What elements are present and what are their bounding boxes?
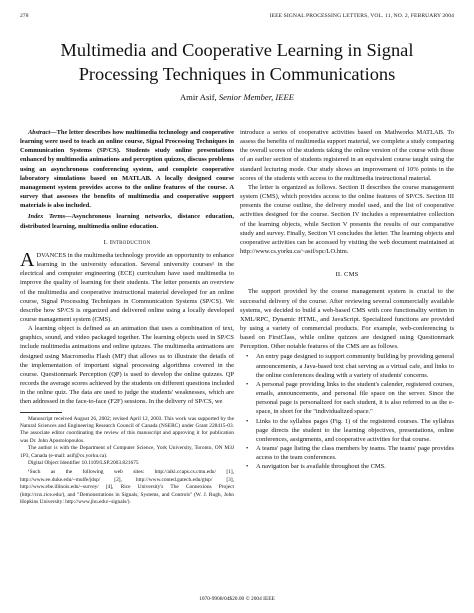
section-2-number: II. <box>335 271 343 279</box>
author-name: Amir Asif, <box>179 92 217 102</box>
paper-title <box>20 38 454 86</box>
intro-paragraph-2: A learning object is defined as an animation that uses a combination of text, graphics, sound, and video packaged together. The learning objects used in SP/CS include multimedia animations and online quizzes. The multimedia animations are designed using Macromedia Flash (MF) that allows us to illustrate the details of the implementation of important signal processing algorithms covered in the course. Questionmark Perception (QP) is used to develop the online quizzes. QP records the average scores achieved by the students on different questions included in the online quiz. The data are used to judge the students' weaknesses, which are then addressed in the face-to-face (F2F) sessions. In the delivery of SP/CS, we <box>20 325 234 406</box>
footnote-manuscript: Manuscript received August 26, 2002; revised April 12, 2003. This work was supported by the Natural Sciences and Engineering Research Council of Canada (NSERC) under Grant 228415-03. The associate editor coordinating the review of this manuscript and approving it for publication was Dr. John Apostolopoulos. <box>20 415 234 444</box>
journal-line: IEEE SIGNAL PROCESSING LETTERS, VOL. 11, NO. 2, FEBRUARY 2004 <box>269 13 454 19</box>
list-item <box>240 444 454 462</box>
list-item-text: Links to the syllabus pages (Fig. 1) of the registered courses. The syllabus page directs the student to the learning objectives, presentations, online conferences, assignments, and cooperative activities for that course. <box>256 417 454 443</box>
section-2-title: CMS <box>343 271 359 279</box>
section-2-heading <box>240 270 454 279</box>
index-terms-text: Asynchronous learning networks, distance education, distributed learning, multimedia online education. <box>20 213 234 230</box>
intro-paragraph-3: introduce a series of cooperative activities based on Mathworks MATLAB. To assess the benefits of multimedia support material, we complete a study comparing the overall scores of the students taking the online version of the course with those of an earlier section of students registered in an equivalent course taught using the standard lecturing mode. Our study shows an improvement of 10% points in the scores of the students with access to the multimedia instructional material. <box>240 129 454 182</box>
section-1-number: I. <box>103 238 108 246</box>
bullet-icon: • <box>246 380 249 388</box>
title-line-2: Processing Techniques in Communications <box>78 64 396 84</box>
abstract <box>20 128 234 210</box>
bullet-icon: • <box>246 417 249 425</box>
bullet-icon: • <box>246 463 249 471</box>
footnote-doi: Digital Object Identifier 10.1109/LSP.2003.821675 <box>28 459 139 466</box>
title-line-1: Multimedia and Cooperative Learning in Signal <box>60 40 414 60</box>
cms-paragraph: The support provided by the course management system is crucial to the successful delivery of the course. After reviewing several commercially available systems, we decided to build a web-based CMS with core functionality written in XML/RPC, Dynamic HTML, and JavaScript. Specialized functions are provided by using a variety of commercial products. For example, web-conferencing is based on FirstClass, while online quizzes are designed using Questionmark Perception. Other notable features of the CMS are as follows. <box>240 288 454 351</box>
cms-feature-list <box>240 352 454 471</box>
intro-paragraph-1-text: DVANCES in the multimedia technology provide an opportunity to enhance learning in the university education. Several university courses¹ in the electrical and computer engineering (ECE) curriculum have used multimedia to improve the quality of learning for their students. The letter presents an overview of the multimedia and cooperative instructional material developed for an online course, Signal Processing Techniques in Communication Systems (SP/CS). We describe how SP/CS is organized and delivered online using a locally developed course management system (CMS). <box>20 251 234 323</box>
index-terms-label: Index Terms— <box>28 213 72 221</box>
list-item-text: A teams' page listing the class members by teams. The teams' page provides access to the team conferences. <box>256 445 454 462</box>
section-1-title: Introduction <box>109 238 151 246</box>
author-role: Senior Member, IEEE <box>218 92 295 102</box>
list-item <box>240 417 454 444</box>
list-item-text: A personal page providing links to the student's calender, registered courses, emails, announcements, and personal file space on the server. Since the personal page is personalized for each student, it is also referred to as the e-space, in short for the "individualized space." <box>256 380 454 416</box>
list-item-text: A navigation bar is available throughout the CMS. <box>256 463 386 471</box>
author-line <box>20 92 454 102</box>
intro-paragraph-4: The letter is organized as follows. Section II describes the course management system (CMS), which provides access to the online features of SP/CS. Section III presents the course outline, the delivery model used, and the list of cooperative activities designed for the course. Section IV includes a representative collection of the learning objects, while Section V presents the results of our comparative study and survey. Finally, Section VI concludes the letter. The learning objects and cooperative activities can be accessed by visiting the web document maintained at http://www.cs.yorku.ca/~asif/spc/LO.htm. <box>240 183 454 256</box>
page-number: 278 <box>20 13 29 19</box>
left-column <box>20 128 234 506</box>
section-1-heading <box>20 238 234 247</box>
footnote-affiliation: The author is with the Department of Computer Science, York University, Toronto, ON M3J 1P3, Canada (e-mail: asif@cs.yorku.ca). <box>20 445 234 459</box>
drop-cap: A <box>20 248 35 271</box>
copyright-footer: 1070-9908/04$20.00 © 2004 IEEE <box>199 596 275 602</box>
footnote-rule <box>20 412 62 413</box>
running-header <box>20 13 454 23</box>
list-item <box>240 462 454 471</box>
bullet-icon: • <box>246 353 249 361</box>
list-item-text: An entry page designed to support community building by providing general announcements, a Java-based text chat serving as a virtual cafe, and links to the online conferences dealing with a variety of students' concerns. <box>256 353 454 379</box>
footnote-websites: ¹Such as the following web sites: http://aiki.ccaps.cs.cmu.edu/ [1], http://www.ee.duke.edu/~mulfe/jdsp/ [2], http://www.conted.gatech.edu/gtsp/ [3], http://www.ebe.illinois.edu/~survey/ [4], Rice University's The Connexions Project (http://cnx.rice.edu/), and "Demonstrations in Signals, Systems, and Controls" (W. J. Rugh, John Hopkins University: http://www.jhu.edu/~signals/). <box>20 469 234 505</box>
bullet-icon: • <box>246 445 249 452</box>
list-item <box>240 352 454 379</box>
abstract-label: Abstract— <box>28 129 57 136</box>
abstract-text: The letter describes how multimedia technology and cooperative learning were used to teach an online course, Signal Processing Techniques in Communication Systems (SP/CS). Students study online presentations enhanced by multimedia animations and perception quizzes, discuss problems using an asynchronous conferencing system, and complete cooperative laboratory simulations based on MATLAB. A locally designed course management system provides access to the online features of the course. A survey that assesses the benefits of multimedia and cooperative support materials is also included. <box>20 129 234 210</box>
index-terms <box>20 212 234 230</box>
intro-paragraph-1 <box>20 248 234 324</box>
right-column <box>240 128 454 471</box>
list-item <box>240 380 454 417</box>
